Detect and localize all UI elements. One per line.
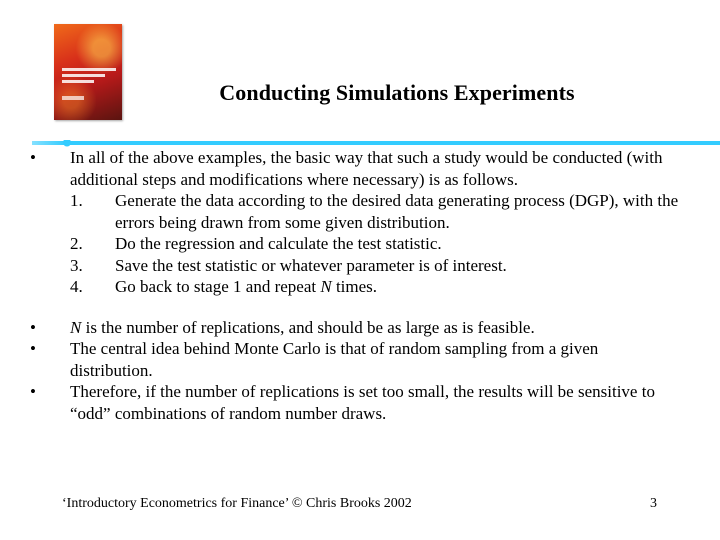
step-item: [70, 276, 680, 298]
step-item: [70, 233, 680, 255]
divider-line: [32, 141, 720, 145]
step-text: Generate the data according to the desired data generating process (DGP), with the errors being drawn from some given distribution.: [115, 191, 679, 232]
bullet-item: [30, 317, 680, 339]
step-item: [70, 190, 680, 233]
step-text: Do the regression and calculate the test statistic.: [115, 234, 442, 253]
step-list: [70, 190, 680, 298]
bullet-text: Therefore, if the number of replications is set too small, the results will be sensitive to “odd” combinations of random number draws.: [70, 382, 655, 423]
bullet-mark: •: [30, 382, 36, 401]
step-item: [70, 255, 680, 277]
bullet-mark: •: [30, 317, 36, 337]
footer-credit: ‘Introductory Econometrics for Finance’ © Chris Brooks 2002: [62, 496, 412, 511]
divider-dot: [63, 140, 71, 147]
slide-title: Conducting Simulations Experiments: [219, 80, 575, 105]
bullet-item: [30, 338, 680, 381]
step-number: 3.: [70, 255, 83, 275]
bullet-mark: •: [30, 339, 36, 358]
step-text: Go back to stage 1 and repeat N times.: [115, 277, 378, 296]
page-number: 3: [650, 496, 657, 511]
bullet-text: The central idea behind Monte Carlo is that of random sampling from a given distribution.: [70, 339, 599, 380]
slide-body: [30, 147, 680, 424]
title-divider: [32, 140, 720, 146]
bullet-item: [30, 147, 680, 298]
bullet-mark: •: [30, 148, 36, 167]
step-number: 2.: [70, 234, 83, 253]
step-number: 4.: [70, 277, 83, 296]
bullet-item: [30, 381, 680, 424]
bullet-text: N is the number of replications, and should be as large as is feasible.: [70, 317, 535, 337]
step-number: 1.: [70, 191, 83, 210]
bullet-text: In all of the above examples, the basic way that such a study would be conducted (with additional steps and modifications where necessary) is as follows.: [70, 148, 663, 189]
step-text: Save the test statistic or whatever parameter is of interest.: [115, 255, 507, 275]
